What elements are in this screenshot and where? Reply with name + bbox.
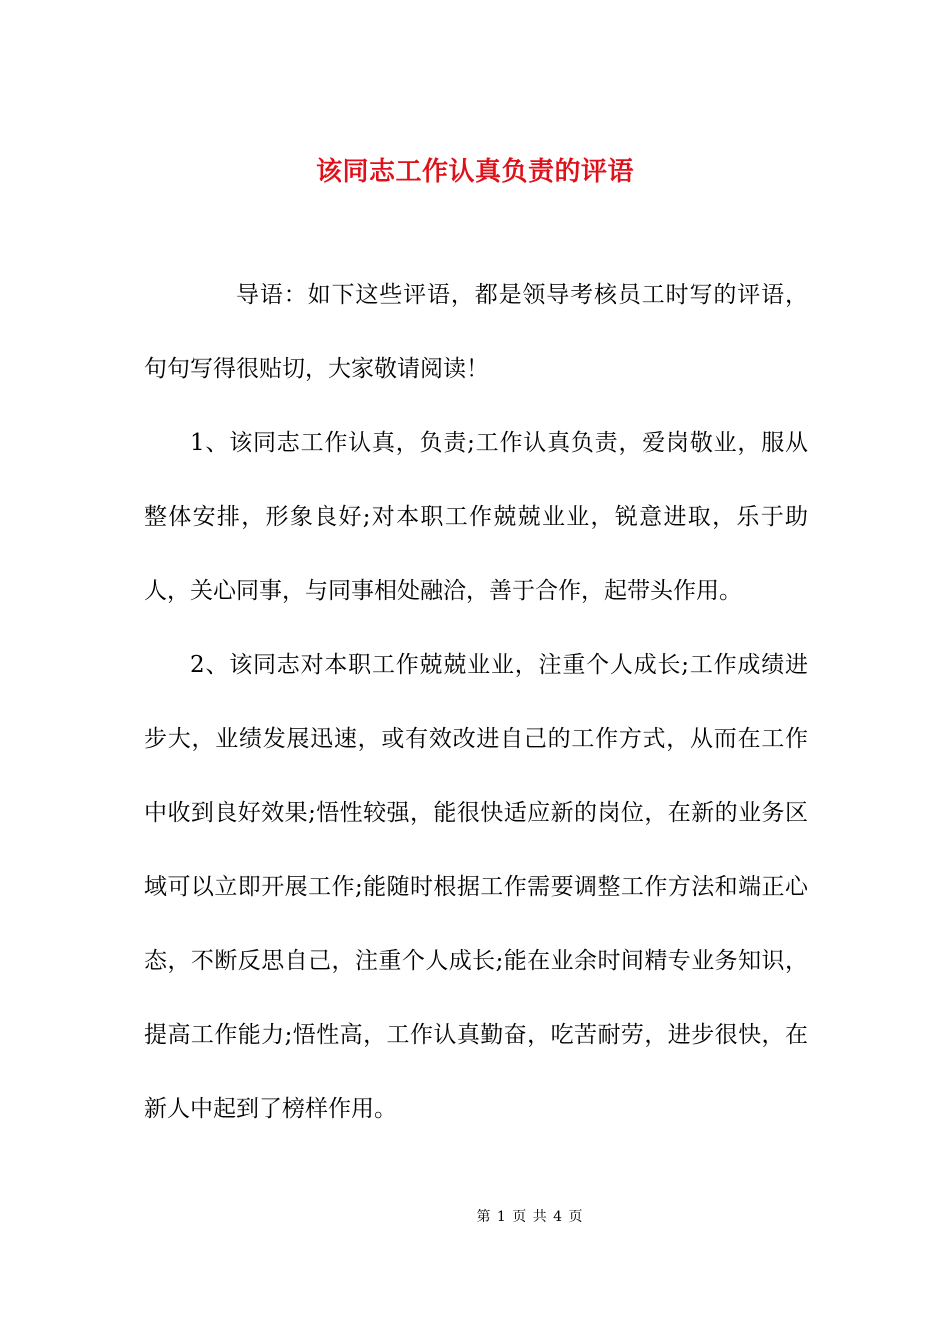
intro-paragraph: 导语：如下这些评语，都是领导考核员工时写的评语，句句写得很贴切，大家敬请阅读！ bbox=[144, 282, 808, 382]
page-number-footer: 第 1 页 共 4 页 bbox=[476, 1209, 584, 1225]
document-body bbox=[144, 258, 808, 1146]
page-title: 该同志工作认真负责的评语 bbox=[315, 157, 634, 188]
comment-paragraph-2: 2、该同志对本职工作兢兢业业，注重个人成长;工作成绩进步大，业绩发展迅速，或有效改进自己的工作方式，从而在工作中收到良好效果;悟性较强，能很快适应新的岗位，在新的业务区域可以立即开展工作;能随时根据工作需要调整工作方法和端正心态，不断反思自己，注重个人成长;能在业余时间精专业务知识，提高工作能力;悟性高，工作认真勤奋，吃苦耐劳，进步很快，在新人中起到了榜样作用。 bbox=[144, 652, 808, 1122]
comment-paragraph-1: 1、该同志工作认真，负责;工作认真负责，爱岗敬业，服从整体安排，形象良好;对本职工作兢兢业业，锐意进取，乐于助人，关心同事，与同事相处融洽，善于合作，起带头作用。 bbox=[144, 430, 808, 604]
